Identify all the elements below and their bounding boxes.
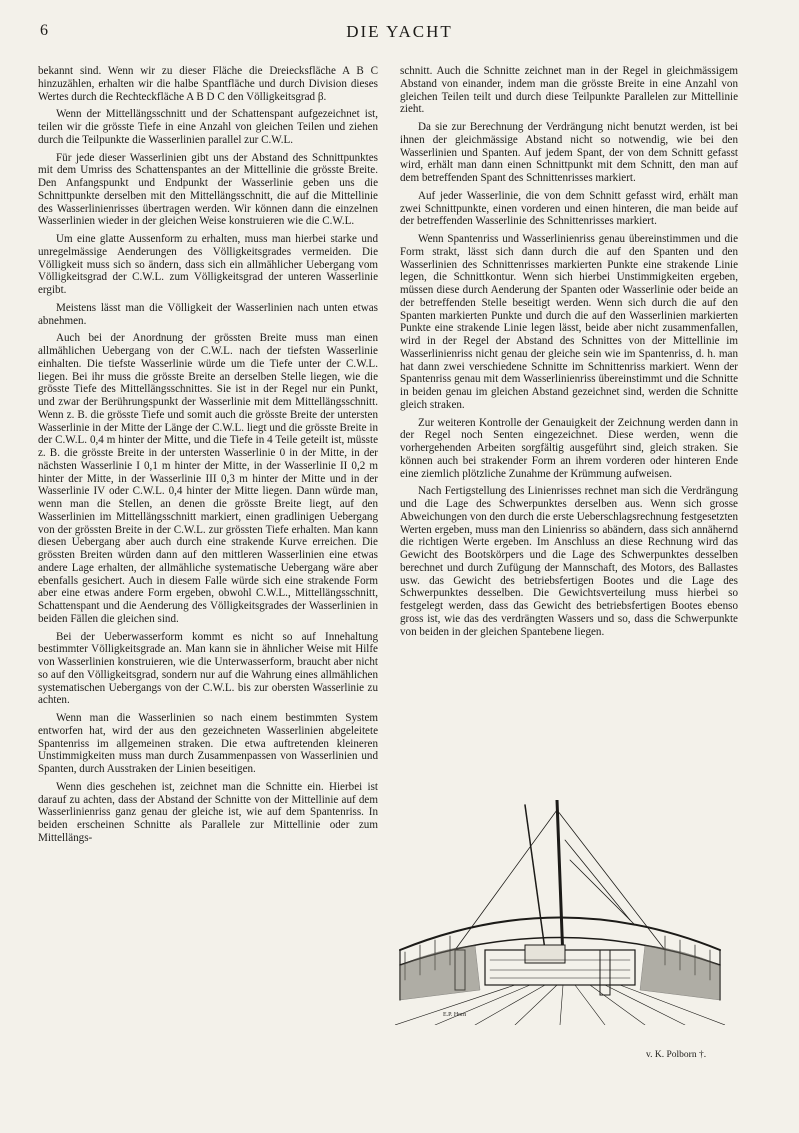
paragraph: Nach Fertigstellung des Linienrisses rechnet man sich die Verdrängung und die Lage des Schwerpunktes derselben aus. Wenn sich grosse Abweichungen von den durch die erste Ueberschlagsrechnung festgesetzten Werten ergeben, muss man den Linienriss so abändern, dass sich annähernd die richtigen Werte ergeben. Im Anschluss an diese Rechnung wird das Gewicht des Bootskörpers und die Lage des Schwerpunktes desselben berechnet und durch Zufügung der Mannschaft, des Motors, des Ballastes usw. das Gewicht des betriebsfertigen Bootes und die Lage des Schwerpunktes desselben. Die Gewichtsverteilung muss hierbei so festgelegt werden, dass das Gewicht des betriebsfertigen Bootes ebenso gross ist, wie das des verdrängten Wassers und so, dass die Schwerpunkte von beiden in der gleichen Spantebene liegen. (400, 485, 738, 638)
left-column (38, 65, 378, 850)
paragraph: schnitt. Auch die Schnitte zeichnet man in der Regel in gleichmässigem Abstand von einander, indem man die grösste Breite in eine Anzahl von gleichen Teilen teilt und durch diese Teilpunkte Parallelen zur Mittellinie zieht. (400, 65, 738, 116)
paragraph: bekannt sind. Wenn wir zu dieser Fläche die Dreiecksfläche A B C hinzuzählen, erhalten wir die halbe Spantfläche und durch Division dieses Wertes durch die Rechteckfläche A B D C den Völligkeitsgrad β. (38, 65, 378, 103)
paragraph: Da sie zur Berechnung der Verdrängung nicht benutzt werden, ist bei ihnen der gleichmässige Abstand nicht so notwendig, wie bei den Wasserlinien und Spanten. Auf jedem Spant, der von dem Schnitt gefasst wird, erhält man dann einen Schnittpunkt mit dem Schnitt, den man auf dem betreffenden Spant des Schnittenrisses markiert. (400, 121, 738, 184)
paragraph: Wenn dies geschehen ist, zeichnet man die Schnitte ein. Hierbei ist darauf zu achten, dass der Abstand der Schnitte von der Mittellinie auf dem Wasserlinienriss ganz genau der gleiche ist, wie auf dem Spantenriss. In beiden erscheinen Schnitte als Parallele zur Mittellinie oder zum Mittellängs- (38, 780, 378, 844)
artist-signature: E.P. Horn (443, 1012, 467, 1018)
paragraph: Auf jeder Wasserlinie, die von dem Schnitt gefasst wird, erhält man zwei Schnittpunkte, einen vorderen und einen hinteren, die man beide auf der betreffenden Wasserlinie des Schnittenrisses markiert. (400, 189, 738, 228)
page-title: DIE YACHT (346, 22, 453, 41)
paragraph: Wenn der Mittellängsschnitt und der Schattenspant aufgezeichnet ist, teilen wir die grösste Tiefe in eine Anzahl von gleichen Teilen und ziehen durch die Teilpunkte die Wasserlinien parallel zur C.W.L. (38, 108, 378, 146)
paragraph: Meistens lässt man die Völligkeit der Wasserlinien nach unten etwas abnehmen. (38, 301, 378, 327)
paragraph: Wenn man die Wasserlinien so nach einem bestimmten System entworfen hat, wird der aus den gezeichneten Wasserlinien abgeleitete Spantenriss im allgemeinen straken. Die etwa auftretenden kleineren Unstimmigkeiten muss man durch Zusammenpassen von Wasserlinien und Spanten, durch Ausstraken der Linien beseitigen. (38, 712, 378, 775)
paragraph: Zur weiteren Kontrolle der Genauigkeit der Zeichnung werden dann in der Regel noch Senten eingezeichnet. Diese werden, wenn die vorhergehenden Arbeiten sorgfältig ausgeführt sind, gleich straken. Sie können auch bei strakender Form an ihrem vorderen oder hinteren Ende eine ziemlich plötzliche Zunahme der Krümmung aufweisen. (400, 416, 738, 480)
paragraph: Um eine glatte Aussenform zu erhalten, muss man hierbei starke und unregelmässige Aenderungen des Völligkeitsgrades vermeiden. Die Völligkeit muss sich so ändern, dass sich ein allmählicher Uebergang vom Völligkeitsgrad der C.W.L. zum Völligkeitsgrad der unteren Wasserlinie ergibt. (38, 233, 378, 296)
boat-deck-illustration (395, 800, 725, 1025)
right-column (400, 65, 738, 643)
illustration-credit: v. K. Polborn †. (646, 1050, 707, 1060)
paragraph: Bei der Ueberwasserform kommt es nicht so auf Innehaltung bestimmter Völligkeitsgrade an. Man kann sie in ähnlicher Weise mit Hilfe von Wasserlinien konstruieren, wie die Unterwasserform, braucht aber nicht so auf den Völligkeitsgrad, sondern nur auf die Wahrung eines allmählichen systematischen Uebergangs von der C.W.L. bis zur obersten Wasserlinie zu achten. (38, 630, 378, 707)
page-number: 6 (40, 22, 48, 39)
paragraph: Wenn Spantenriss und Wasserlinienriss genau übereinstimmen und die Form strakt, lässt sich dann durch die auf den Spanten und den Wasserlinien des Schnittenrisses markierten Punkte eine strakende Linie legen, die Schnittkontur. Wenn sich hierbei Unstimmigkeiten ergeben, müssen diese durch Aenderung der Spanten oder Wasserlinie oder beide an der betreffenden Stelle beseitigt werden. Wenn sich durch die auf den Spanten markierten Punkte und durch die auf den Wasserlinien markierten Punkte eine strakende Linie legen lässt, beide aber nicht zusammenfallen, wird in der Regel der Abstand des Schnittes von der Mittellinie im Wasserlinienriss nicht genau der gleiche sein wie im Spantenriss, d. h. man hat dann zwei verschiedene Schnitte im Schnittenriss markiert. Wenn der Spantenriss genau mit dem Wasserlinienriss übereinstimmt und die Schnitte in beiden genau im gleichen Abstand gezeichnet sind, werden die Schnitte gleich straken. (400, 233, 738, 411)
paragraph: Auch bei der Anordnung der grössten Breite muss man einen allmählichen Uebergang von der C.W.L. nach der tiefsten Wasserlinie einhalten. Die tiefste Wasserlinie würde um die Tiefe unter der C.W.L. liegen. Bei ihr muss die grösste Breite an derselben Stelle liegen, wie die grösste Tiefe des Mittellängsschnittes. Sie ist in der Regel nur ein Punkt, und zwar der Berührungspunkt der Wasserlinie mit dem Mittellängsschnitt. Wenn z. B. die grösste Tiefe und somit auch die grösste Breite der untersten Wasserlinie in der Mitte der Länge der C.W.L. liegt und die grösste Breite in der C.W.L. 0,4 m hinter der Mitte, und die Tiefe in 4 Teile geteilt ist, müsste z. B. die grösste Breite in der untersten Wasserlinie 0 in der Mitte, in der nächsten Wasserlinie I 0,1 m hinter der Mitte, in der Wasserlinie II 0,2 m hinter der Mitte, in der Wasserlinie III 0,3 m hinter der Mitte und in der Wasserlinie IV oder C.W.L. 0,4 hinter der Mitte liegen. Dann würde man, wenn man die Stellen, an denen die grösste Breite liegt, auf den Wasserlinien im Mittellängsschnitt markiert, einen gradlinigen Uebergang von der grössten Breite in der C.W.L. zur grössten Tiefe erhalten. Man kann diesen Uebergang aber auch durch eine strakende Kurve erreichen. Die grössten Breiten würden dann auf den mittleren Wasserlinien eine etwas andere Lage erhalten, der allmähliche systematische Uebergang wäre aber ebenfalls gesichert. Auch in diesem Falle würde sich eine strakende Form aber eine etwas andere Form ergeben, obwohl C.W.L., Mittellängsschnitt, Schattenspant und die Aenderung des Völligkeitsgrades der Wasserlinien in beiden Fällen die gleichen sind. (38, 332, 378, 625)
paragraph: Für jede dieser Wasserlinien gibt uns der Abstand des Schnittpunktes mit dem Umriss des Schattenspantes an der Mittellinie die grösste Breite. Den Anfangspunkt und Endpunkt der Wasserlinie geben uns die Schnittpunkte derselben mit den Mittellängsschnitt, die auf die Mittellinie des Wasserlinienrisses übertragen werden. Wir können dann die einzelnen Wasserlinien wieder in der gleichen Weise konstruieren wie die C.W.L. (38, 151, 378, 228)
